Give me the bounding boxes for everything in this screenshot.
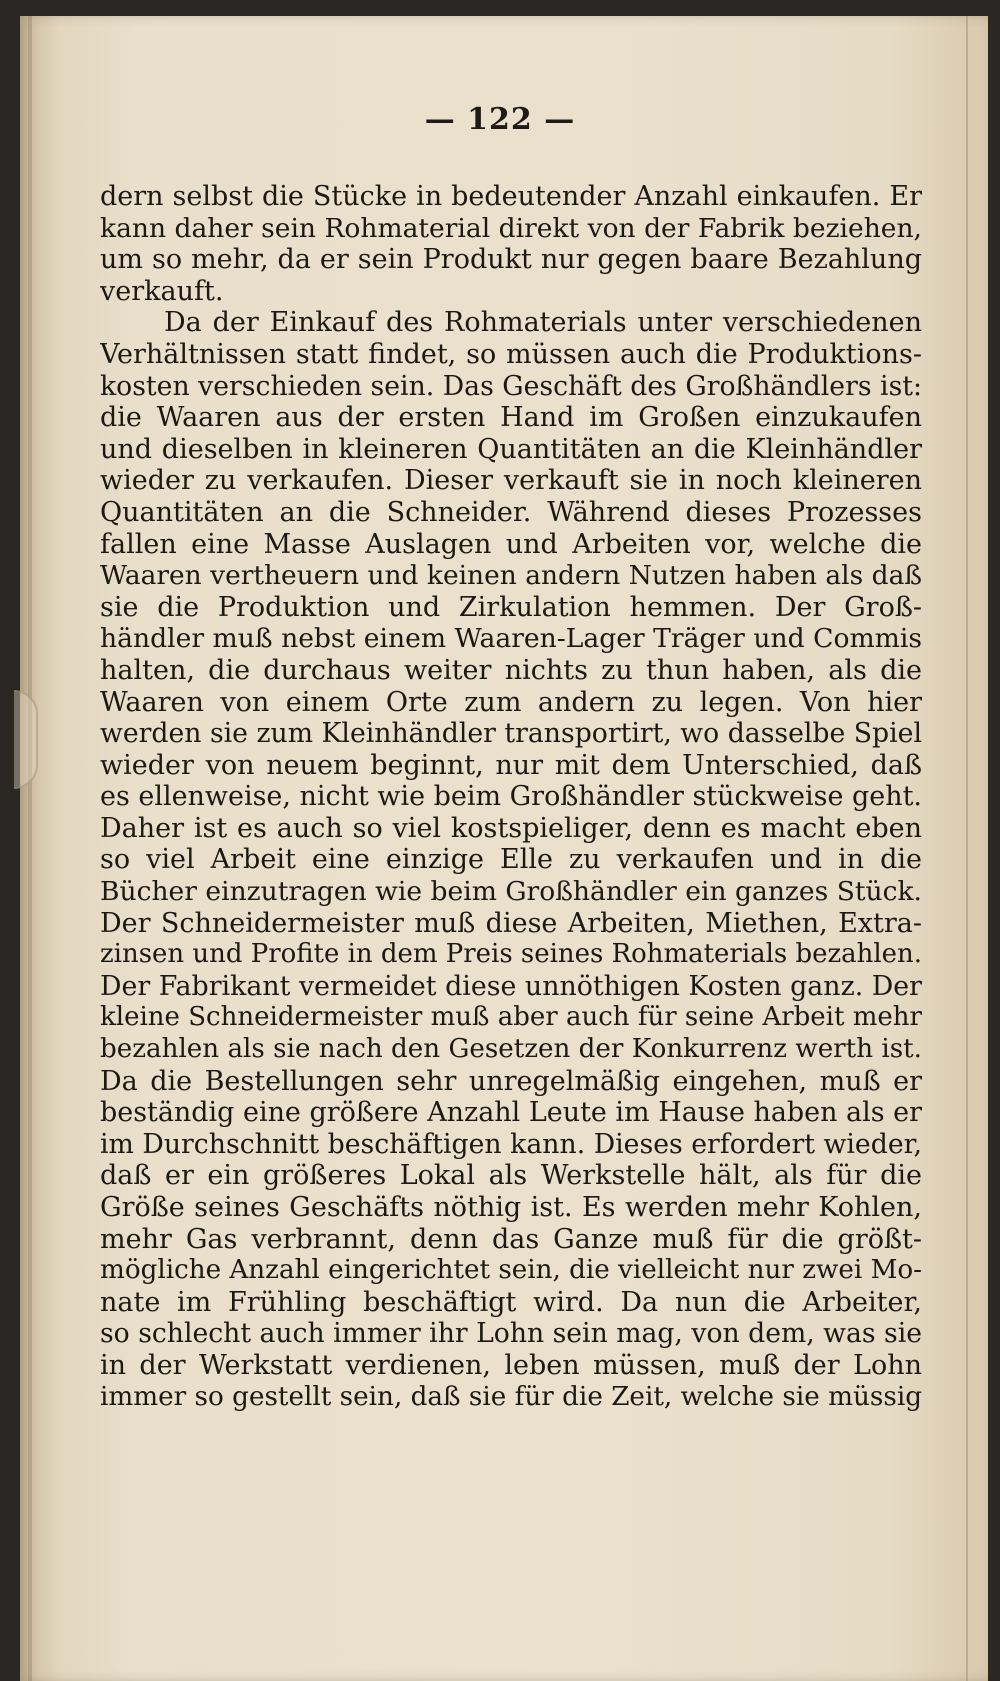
text-line: wieder von neuem beginnt, nur mit dem Unterschied, daß	[100, 749, 922, 781]
body-text	[100, 181, 922, 1413]
text-line: kann daher sein Rohmaterial direkt von der Fabrik beziehen,	[100, 212, 922, 244]
text-line: kosten verschieden sein. Das Geschäft des Großhändlers ist:	[100, 370, 922, 402]
text-line: dern selbst die Stücke in bedeutender Anzahl einkaufen. Er	[100, 181, 922, 212]
text-line: Der Fabrikant vermeidet diese unnöthigen Kosten ganz. Der	[100, 970, 922, 1002]
text-line: und dieselben in kleineren Quantitäten an die Kleinhändler	[100, 433, 922, 465]
text-line: Verhältnissen statt findet, so müssen auch die Produktions-	[100, 338, 922, 370]
text-line: werden sie zum Kleinhändler transportirt, wo dasselbe Spiel	[100, 718, 922, 750]
text-line: verkauft.	[100, 275, 224, 307]
text-line: nate im Frühling beschäftigt wird. Da nun die Arbeiter,	[100, 1286, 922, 1318]
text-line: bezahlen als sie nach den Gesetzen der Konkurrenz werth ist.	[100, 1034, 922, 1065]
text-line: kleine Schneidermeister muß aber auch für seine Arbeit mehr	[100, 1002, 922, 1033]
text-line: so schlecht auch immer ihr Lohn sein mag, von dem, was sie	[100, 1318, 922, 1350]
text-line: halten, die durchaus weiter nichts zu thun haben, als die	[100, 654, 922, 686]
text-line: es ellenweise, nicht wie beim Großhändler stückweise geht.	[100, 781, 922, 813]
text-line: händler muß nebst einem Waaren-Lager Träger und Commis	[100, 623, 922, 655]
text-line: Bücher einzutragen wie beim Großhändler ein ganzes Stück.	[100, 876, 922, 908]
text-line: Waaren von einem Orte zum andern zu legen. Von hier	[100, 686, 922, 718]
text-line: zinsen und Profite in dem Preis seines Rohmaterials bezahlen.	[100, 939, 922, 970]
text-line: im Durchschnitt beschäftigen kann. Dieses erfordert wieder,	[100, 1128, 922, 1160]
text-line: in der Werkstatt verdienen, leben müssen, muß der Lohn	[100, 1349, 922, 1381]
text-line: Der Schneidermeister muß diese Arbeiten, Miethen, Extra-	[100, 907, 922, 939]
text-line: fallen eine Masse Auslagen und Arbeiten vor, welche die	[100, 528, 922, 560]
text-line: Daher ist es auch so viel kostspieliger, denn es macht eben	[100, 812, 922, 844]
page-number: — 122 —	[424, 102, 576, 137]
page-clip-mark	[14, 690, 38, 789]
text-line: Da der Einkauf des Rohmaterials unter verschiedenen	[164, 307, 922, 339]
text-line: mögliche Anzahl eingerichtet sein, die vielleicht nur zwei Mo-	[100, 1255, 922, 1286]
text-line: wieder zu verkaufen. Dieser verkauft sie in noch kleineren	[100, 465, 922, 497]
text-line: mehr Gas verbrannt, denn das Ganze muß für die größt-	[100, 1223, 922, 1255]
text-line: Größe seines Geschäfts nöthig ist. Es werden mehr Kohlen,	[100, 1192, 922, 1223]
text-line: Quantitäten an die Schneider. Während dieses Prozesses	[100, 496, 922, 528]
text-line: daß er ein größeres Lokal als Werkstelle hält, als für die	[100, 1160, 922, 1192]
text-line: die Waaren aus der ersten Hand im Großen einzukaufen	[100, 402, 922, 434]
text-line: beständig eine größere Anzahl Leute im Hause haben als er	[100, 1097, 922, 1129]
page-right-edge	[966, 16, 968, 1681]
text-line: sie die Produktion und Zirkulation hemmen. Der Groß-	[100, 591, 922, 623]
text-line: Da die Bestellungen sehr unregelmäßig eingehen, muß er	[100, 1065, 922, 1097]
page-gutter-shadow	[28, 16, 32, 1681]
text-line: immer so gestellt sein, daß sie für die Zeit, welche sie müssig	[100, 1381, 922, 1412]
text-line: so viel Arbeit eine einzige Elle zu verkaufen und in die	[100, 844, 922, 876]
text-line: Waaren vertheuern und keinen andern Nutzen haben als daß	[100, 560, 922, 592]
text-line: um so mehr, da er sein Produkt nur gegen baare Bezahlung	[100, 244, 922, 276]
